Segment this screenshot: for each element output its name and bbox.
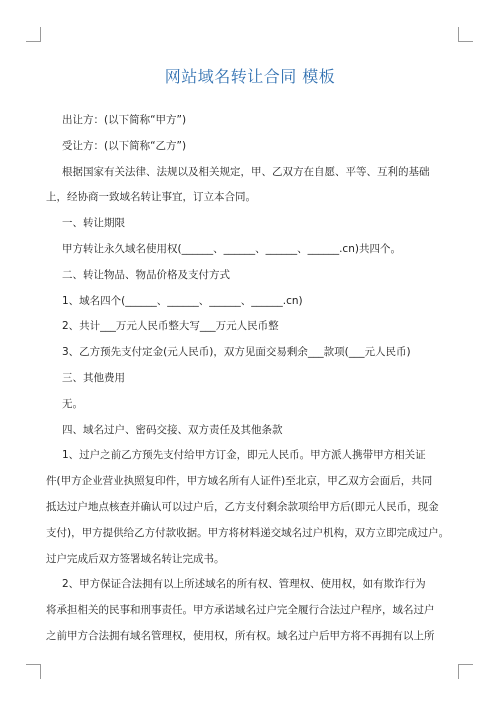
list-item-1: 1、域名四个(______、______、______、______.cn) xyxy=(62,294,303,307)
clause-1-line-1: 1、过户之前乙方预先支付给甲方订金，即元人民币。甲方派人携带甲方相关证 xyxy=(62,449,426,462)
clause-2-line-2: 将承担相关的民事和刑事责任。甲方承诺域名过户完全履行合法过户程序，域名过户 xyxy=(46,604,435,617)
paragraph-transferor: 出让方：(以下简称“甲方”) xyxy=(62,114,187,126)
section-heading-1: 一、转让期限 xyxy=(62,217,125,230)
list-item-3: 3、乙方预先支付定金(元人民币)，双方见面交易剩余___款项(___元人民币) xyxy=(62,346,411,359)
paragraph-preamble-line-1: 根据国家有关法律、法规以及相关规定，甲、乙双方在自愿、平等、互利的基础 xyxy=(62,165,430,178)
clause-2-line-3: 之前甲方合法拥有域名管理权，使用权，所有权。域名过户后甲方将不再拥有以上所 xyxy=(46,629,435,642)
clause-1-line-4: 支付)，甲方提供给乙方付款收据。甲方将材料递交域名过户机构，双方立即完成过户。 xyxy=(46,526,450,539)
paragraph-other-fees: 无。 xyxy=(62,397,83,410)
clause-1-line-5: 过户完成后双方签署域名转让完成书。 xyxy=(46,552,225,565)
crop-mark-bottom-left xyxy=(26,664,41,679)
section-heading-2: 二、转让物品、物品价格及支付方式 xyxy=(62,268,230,281)
crop-mark-bottom-right xyxy=(458,664,473,679)
paragraph-preamble-line-2: 上，经协商一致域名转让事宜，订立本合同。 xyxy=(46,191,256,204)
crop-mark-top-right xyxy=(458,27,473,42)
document-body xyxy=(46,108,450,650)
paragraph-transfer-term: 甲方转让永久域名使用权(______、______、______、______.cn)共四个。 xyxy=(62,242,401,255)
clause-1-line-2: 件(甲方企业营业执照复印件，甲方域名所有人证件)至北京，甲乙双方会面后，共同 xyxy=(46,475,433,488)
paragraph-transferee: 受让方：(以下简称“乙方”) xyxy=(62,139,187,152)
document-title: 网站域名转让合同 模板 xyxy=(164,67,336,86)
section-heading-4: 四、域名过户、密码交接、双方责任及其他条款 xyxy=(62,423,283,436)
section-heading-3: 三、其他费用 xyxy=(62,371,125,384)
clause-2-line-1: 2、甲方保证合法拥有以上所述域名的所有权、管理权、使用权，如有欺诈行为 xyxy=(62,578,426,591)
list-item-2: 2、共计___万元人民币整大写___万元人民币整 xyxy=(62,320,279,333)
crop-mark-top-left xyxy=(26,27,41,42)
clause-1-line-3: 抵达过户地点核查并确认可以过户后，乙方支付剩余款项给甲方后(即元人民币，现金 xyxy=(46,500,439,513)
